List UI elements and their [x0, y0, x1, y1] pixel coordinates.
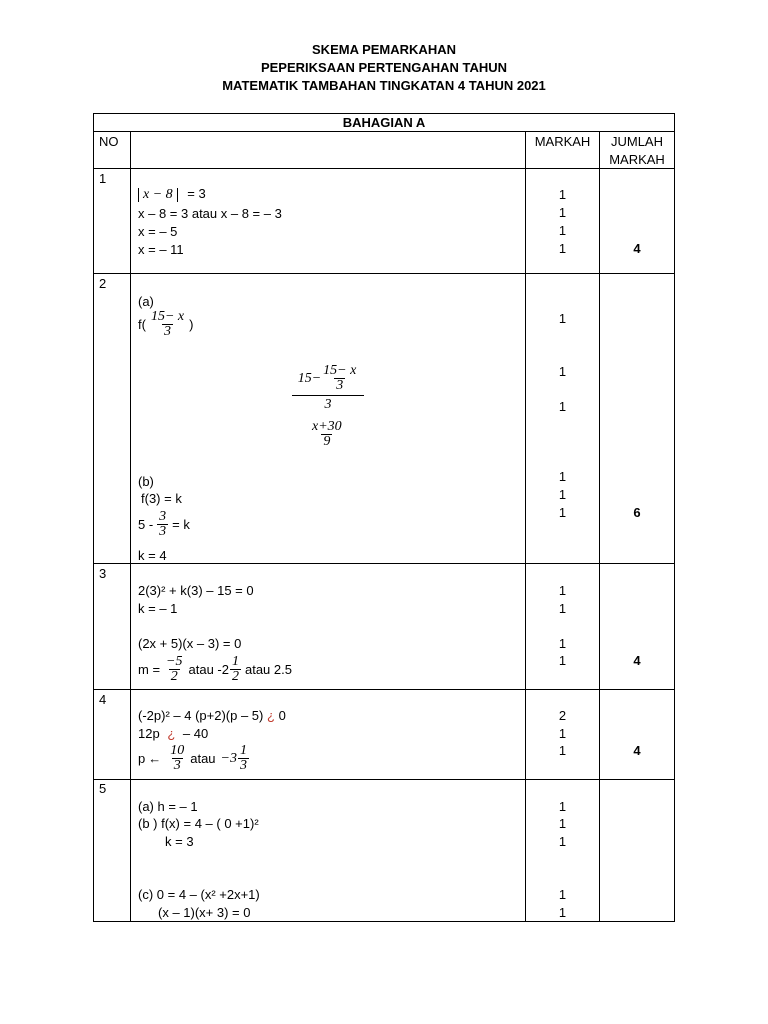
fraction: [157, 510, 168, 539]
mark-value: 1: [558, 799, 567, 814]
compound-fraction: [292, 364, 364, 414]
answer-text: −3: [220, 751, 237, 766]
answer-line: x = – 11: [138, 242, 184, 257]
answer-text: 0: [278, 708, 286, 723]
row-divider-q2: [93, 563, 675, 564]
mark-value: 1: [558, 187, 567, 202]
question-number: 1: [99, 171, 107, 186]
denominator: 3: [173, 758, 181, 773]
numerator: 3: [159, 509, 167, 524]
answer-text: = 3: [187, 186, 206, 201]
mark-value: 2: [558, 708, 567, 723]
answer-line: 2(3)² + k(3) – 15 = 0: [138, 583, 254, 598]
answer-text: – 40: [182, 726, 209, 741]
mark-value: 1: [558, 816, 567, 831]
numerator: 15− x: [150, 309, 185, 324]
question-mark-glyph: ¿: [266, 708, 275, 723]
col-header-jumlah-1: JUMLAH: [610, 134, 663, 149]
question-number: 4: [99, 692, 107, 707]
answer-line: [138, 655, 292, 684]
fraction: [230, 655, 241, 684]
mark-value: 1: [558, 311, 567, 326]
document-subtitle: PEPERIKSAAN PERTENGAHAN TAHUN: [260, 60, 508, 75]
answer-text: atau 2.5: [244, 662, 292, 677]
row-divider-q1: [93, 273, 675, 274]
mark-value: 1: [558, 743, 567, 758]
document-title: SKEMA PEMARKAHAN: [312, 42, 456, 57]
mark-value: 1: [558, 636, 567, 651]
mark-value: 1: [558, 583, 567, 598]
row-divider-q4: [93, 779, 675, 780]
mark-value: 1: [558, 834, 567, 849]
answer-line: (x – 1)(x+ 3) = 0: [158, 905, 251, 920]
mark-value: 1: [558, 399, 567, 414]
mark-value: 1: [558, 487, 567, 502]
answer-text: f(: [138, 317, 146, 332]
denominator: 2: [170, 669, 178, 684]
mark-value: 1: [558, 241, 567, 256]
table-border-top: [93, 113, 675, 114]
answer-text: (-2p)² – 4 (p+2)(p – 5): [138, 708, 264, 723]
mark-value: 1: [558, 469, 567, 484]
answer-text: m =: [138, 662, 161, 677]
answer-line: (2x + 5)(x – 3) = 0: [138, 636, 242, 651]
fraction: [238, 744, 249, 773]
row-divider-section: [93, 131, 675, 132]
question-number: 2: [99, 276, 107, 291]
answer-line: f(3) = k: [141, 491, 182, 506]
answer-line: (a) h = – 1: [138, 799, 198, 814]
mark-value: 1: [558, 726, 567, 741]
mark-value: 1: [558, 505, 567, 520]
numerator: −5: [166, 654, 183, 669]
question-number: 3: [99, 566, 107, 581]
mark-value: 1: [558, 653, 567, 668]
numerator: 1: [231, 654, 239, 669]
question-mark-glyph: ¿: [167, 726, 176, 741]
answer-text: 15−: [297, 371, 322, 386]
total-mark: 4: [633, 653, 641, 668]
fraction: [149, 310, 186, 339]
answer-text: atau: [190, 751, 216, 766]
answer-text: p: [138, 751, 146, 766]
total-mark: 6: [633, 505, 641, 520]
table-border-right: [674, 113, 675, 922]
mark-value: 1: [558, 887, 567, 902]
question-number: 5: [99, 781, 107, 796]
table-border-bottom: [93, 921, 675, 922]
answer-line: x = – 5: [138, 224, 178, 239]
mark-value: 1: [558, 223, 567, 238]
answer-line: [138, 708, 286, 723]
row-divider-q3: [93, 689, 675, 690]
mark-value: 1: [558, 601, 567, 616]
mark-value: 1: [558, 205, 567, 220]
numerator: 10: [170, 743, 185, 758]
fraction: [164, 655, 184, 684]
answer-line: k = 3: [165, 834, 194, 849]
answer-line: k = – 1: [138, 601, 178, 616]
answer-text: atau -2: [188, 662, 229, 677]
col-header-no: NO: [99, 134, 119, 149]
answer-text: 12p: [138, 726, 160, 741]
mark-value: 1: [558, 905, 567, 920]
answer-text: 5 -: [138, 517, 154, 532]
answer-line: x – 8 = 3 atau x – 8 = – 3: [138, 206, 282, 221]
answer-line: k = 4: [138, 548, 167, 563]
answer-line: [138, 310, 193, 339]
part-label: (a): [138, 294, 154, 309]
col-header-markah: MARKAH: [534, 134, 591, 149]
mark-value: 1: [558, 364, 567, 379]
fraction: [168, 744, 186, 773]
total-mark: 4: [633, 743, 641, 758]
table-border-left: [93, 113, 94, 922]
answer-line: [138, 186, 206, 202]
numerator: 1: [240, 743, 247, 758]
answer-text: ): [189, 317, 194, 332]
fraction: [310, 420, 344, 449]
answer-line: [138, 726, 208, 741]
section-title: BAHAGIAN A: [342, 115, 426, 130]
document-course: MATEMATIK TAMBAHAN TINGKATAN 4 TAHUN 2021: [222, 78, 546, 93]
answer-line: (c) 0 = 4 – (x² +2x+1): [138, 887, 260, 902]
part-label: (b): [138, 474, 154, 489]
denominator: 3: [164, 324, 172, 339]
fraction: [321, 364, 358, 393]
arrow-left-icon: ←: [148, 751, 162, 766]
denominator: 3: [292, 395, 364, 414]
numerator: 15− x: [323, 363, 357, 378]
denominator: 3: [240, 758, 247, 773]
absolute-value: x − 8: [138, 188, 178, 202]
numerator: x+30: [312, 419, 342, 434]
col-header-jumlah-2: MARKAH: [609, 152, 665, 167]
col-divider-no: [130, 131, 131, 922]
answer-line: (b ) f(x) = 4 – ( 0 +1)²: [138, 816, 259, 831]
answer-text: = k: [172, 517, 190, 532]
total-mark: 4: [633, 241, 641, 256]
answer-line: [138, 744, 249, 773]
denominator: 3: [159, 524, 167, 539]
denominator: 9: [323, 434, 331, 449]
denominator: 3: [336, 378, 344, 393]
row-divider-header: [93, 168, 675, 169]
denominator: 2: [231, 669, 239, 684]
answer-line: [138, 510, 190, 539]
